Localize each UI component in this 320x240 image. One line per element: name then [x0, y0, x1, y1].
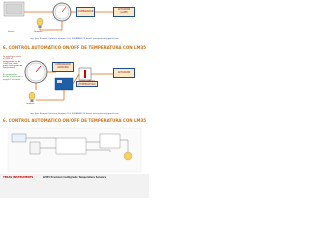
- actuador-box-1: ACTUADOR (LAMP): [113, 7, 135, 17]
- title-2: 6. CONTROL AUTOMATICO ON/OFF DE TEMPERATURA CON LM35: [2, 45, 147, 50]
- signature-1: Ing. Jose Ricardo Quintero Vasquez Cel: 3008880573 Email: josequintero@gmail.com: [30, 38, 119, 40]
- lamp-label-2: Lampara: [26, 103, 35, 105]
- signature-2: Ing. Jose Ricardo Quintero Vasquez Cel: 3008880573 Email: josequintero@gmail.com: [30, 113, 119, 115]
- datasheet-title: LM35 Precision Centigrade Temperature Sensors: [42, 176, 107, 179]
- termometro-box: TERMOMETRO (TEMPERATURA): [76, 81, 98, 87]
- page: [0, 0, 149, 198]
- dial-gauge-1: [0, 0, 149, 40]
- lamp-2: [29, 92, 35, 100]
- sensor-label-1: Sensor: [8, 31, 15, 33]
- lamp-1: [37, 18, 43, 26]
- lamp-label-1: Lampara: [34, 31, 43, 33]
- description-2: La señal que envia el LM35 al comparador es de 10mV por cada grado centígrado de temperatura: [3, 56, 23, 70]
- comparador-box-2: COMPARADOR (ARDUINO): [52, 62, 74, 72]
- actuador-box-2: ACTUADOR: [113, 68, 135, 78]
- arduino-board: [55, 78, 73, 90]
- description-2b: El comparador decide si enciende o apaga el actuador: [3, 74, 23, 81]
- ti-logo: TEXAS INSTRUMENTS: [3, 176, 34, 179]
- comparador-box-1: COMPARADOR: [76, 7, 95, 17]
- title-3: 6. CONTROL AUTOMATICO ON/OFF DE TEMPERATURA CON LM35: [2, 118, 147, 123]
- circuit-schematic: [0, 124, 149, 174]
